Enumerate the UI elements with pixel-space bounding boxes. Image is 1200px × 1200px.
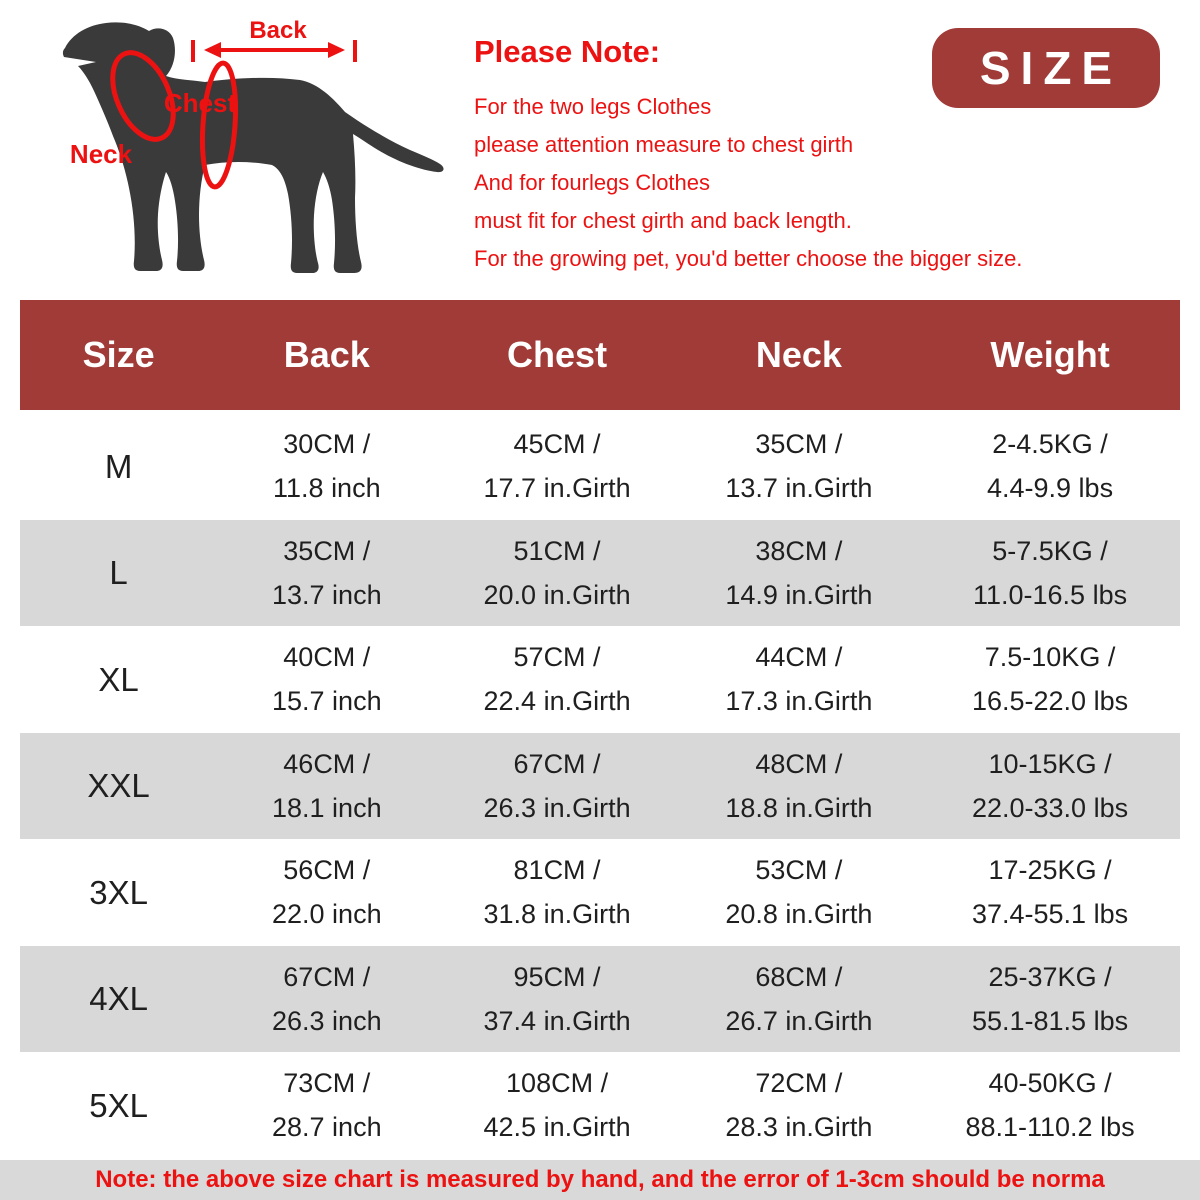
chest-cell [436, 529, 677, 617]
neck-cell [678, 529, 920, 617]
weight-cell [920, 742, 1180, 830]
cell-line: 40-50KG / [988, 1068, 1112, 1099]
cell-line: 55.1-81.5 lbs [971, 1005, 1129, 1036]
back-arrowhead-left-icon [204, 42, 221, 58]
cell-line: 14.9 in.Girth [725, 579, 873, 610]
header-neck: Neck [755, 334, 842, 375]
cell-line: 18.8 in.Girth [725, 792, 873, 823]
back-cell [217, 422, 436, 510]
cell-line: 31.8 in.Girth [483, 899, 631, 930]
chest-cell [436, 1061, 677, 1149]
cell-line: 51CM / [513, 535, 601, 566]
size-label-cell: L [109, 554, 128, 592]
weight-cell [920, 955, 1180, 1043]
back-cell [217, 1061, 436, 1149]
neck-cell [678, 635, 920, 723]
back-cell [217, 848, 436, 936]
cell-line: 42.5 in.Girth [483, 1112, 631, 1143]
size-table [20, 300, 1180, 1159]
table-row [20, 946, 1180, 1053]
note-line: please attention measure to chest girth [474, 132, 854, 157]
cell-line: 26.3 in.Girth [483, 792, 631, 823]
cell-line: 40CM / [283, 642, 371, 673]
table-row [20, 839, 1180, 946]
cell-line: 53CM / [755, 855, 843, 886]
cell-line: 17.3 in.Girth [725, 686, 873, 717]
cell-line: 7.5-10KG / [984, 642, 1116, 673]
size-label-cell: M [104, 447, 133, 485]
cell-line: 68CM / [755, 961, 843, 992]
cell-line: 5-7.5KG / [992, 535, 1108, 566]
header-weight: Weight [990, 334, 1110, 375]
cell-line: 35CM / [755, 429, 843, 460]
header-size: Size [82, 334, 155, 375]
cell-line: 20.8 in.Girth [725, 899, 873, 930]
cell-line: 15.7 inch [272, 686, 382, 717]
cell-line: 56CM / [283, 855, 371, 886]
neck-cell [678, 422, 920, 510]
note-line: must fit for chest girth and back length. [474, 208, 852, 233]
table-row [20, 413, 1180, 520]
cell-line: 48CM / [755, 748, 843, 779]
size-label-cell: 3XL [89, 873, 148, 911]
cell-line: 22.4 in.Girth [483, 686, 631, 717]
back-cell [217, 955, 436, 1043]
cell-line: 25-37KG / [988, 961, 1112, 992]
table-row [20, 733, 1180, 840]
cell-line: 10-15KG / [988, 748, 1112, 779]
cell-line: 11.0-16.5 lbs [972, 579, 1128, 610]
cell-line: 17-25KG / [988, 855, 1112, 886]
cell-line: 22.0-33.0 lbs [971, 792, 1129, 823]
neck-cell [678, 742, 920, 830]
chest-cell [436, 422, 677, 510]
note-line: For the two legs Clothes [474, 94, 712, 119]
header-chest: Chest [507, 334, 608, 375]
cell-line: 88.1-110.2 lbs [965, 1112, 1135, 1143]
table-header-row [20, 300, 1180, 410]
cell-line: 45CM / [513, 429, 601, 460]
back-measure-label: Back [249, 17, 307, 44]
cell-line: 22.0 inch [272, 899, 382, 930]
weight-cell [920, 422, 1180, 510]
cell-line: 4.4-9.9 lbs [987, 473, 1114, 504]
cell-line: 2-4.5KG / [992, 429, 1108, 460]
cell-line: 46CM / [283, 748, 371, 779]
table-body [20, 413, 1180, 1159]
neck-cell [678, 955, 920, 1043]
cell-line: 67CM / [513, 748, 601, 779]
cell-line: 57CM / [513, 642, 601, 673]
header-back: Back [283, 334, 370, 375]
note-line: For the growing pet, you'd better choose the bigger size. [474, 246, 1023, 271]
cell-line: 37.4 in.Girth [483, 1005, 631, 1036]
size-badge: SIZE [932, 28, 1160, 108]
back-cell [217, 529, 436, 617]
cell-line: 81CM / [513, 855, 601, 886]
chest-cell [436, 635, 677, 723]
table-row [20, 1052, 1180, 1159]
neck-cell [678, 848, 920, 936]
note-line: And for fourlegs Clothes [474, 170, 711, 195]
cell-line: 26.7 in.Girth [725, 1005, 873, 1036]
chest-cell [436, 848, 677, 936]
cell-line: 28.3 in.Girth [725, 1112, 873, 1143]
weight-cell [920, 635, 1180, 723]
chest-cell [436, 955, 677, 1043]
weight-cell [920, 529, 1180, 617]
neck-measure-label: Neck [69, 139, 133, 169]
cell-line: 13.7 in.Girth [725, 473, 873, 504]
cell-line: 17.7 in.Girth [483, 473, 631, 504]
cell-line: 108CM / [506, 1068, 609, 1099]
please-note-title: Please Note: [474, 34, 661, 69]
cell-line: 16.5-22.0 lbs [971, 686, 1129, 717]
chest-measure-label: Chest [163, 88, 237, 118]
neck-cell [678, 1061, 920, 1149]
footer-note-text: Note: the above size chart is measured by hand, and the error of 1-3cm should be norma [95, 1166, 1105, 1193]
cell-line: 26.3 inch [272, 1005, 382, 1036]
back-arrowhead-right-icon [328, 42, 345, 58]
dog-measurement-diagram [0, 0, 470, 300]
cell-line: 72CM / [755, 1068, 843, 1099]
cell-line: 67CM / [283, 961, 371, 992]
cell-line: 20.0 in.Girth [483, 579, 631, 610]
footer-note-bar [0, 1160, 1200, 1200]
size-label-cell: XXL [87, 767, 150, 805]
back-cell [217, 742, 436, 830]
chest-cell [436, 742, 677, 830]
cell-line: 44CM / [755, 642, 843, 673]
cell-line: 28.7 inch [272, 1112, 382, 1143]
cell-line: 13.7 inch [272, 579, 382, 610]
table-row [20, 626, 1180, 733]
cell-line: 95CM / [513, 961, 601, 992]
cell-line: 73CM / [283, 1068, 371, 1099]
cell-line: 11.8 inch [273, 473, 381, 504]
size-label-cell: 5XL [89, 1086, 148, 1124]
table-row [20, 520, 1180, 627]
size-label-cell: XL [98, 660, 139, 698]
weight-cell [920, 848, 1180, 936]
cell-line: 38CM / [755, 535, 843, 566]
cell-line: 35CM / [283, 535, 371, 566]
cell-line: 30CM / [283, 429, 371, 460]
weight-cell [920, 1061, 1180, 1149]
back-cell [217, 635, 436, 723]
size-label-cell: 4XL [89, 980, 148, 1018]
cell-line: 37.4-55.1 lbs [971, 899, 1129, 930]
cell-line: 18.1 inch [272, 792, 382, 823]
